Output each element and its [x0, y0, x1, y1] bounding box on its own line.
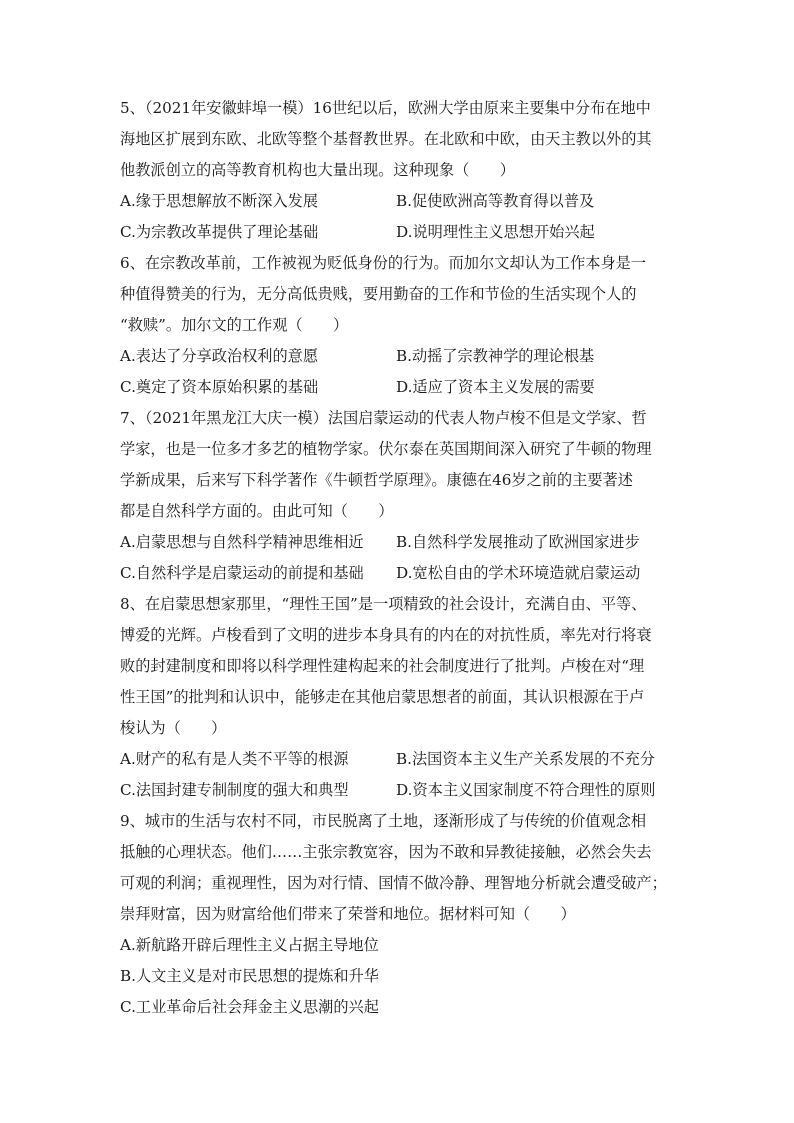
question-5-line-1: 5、（2021年安徽蚌埠一模）16世纪以后，欧洲大学由原来主要集中分布在地中	[120, 99, 651, 117]
question-8-option-c: C.法国封建专制制度的强大和典型	[120, 781, 349, 799]
question-8-option-d: D.资本主义国家制度不符合理性的原则	[396, 781, 656, 799]
question-7-option-c: C.自然科学是启蒙运动的前提和基础	[120, 564, 364, 582]
question-8-line-2: 博爱的光辉。卢梭看到了文明的进步本身具有的内在的对抗性质，率先对行将衰	[120, 626, 652, 644]
question-9-option-a: A.新航路开辟后理性主义占据主导地位	[120, 936, 379, 954]
question-6-option-c: C.奠定了资本原始积累的基础	[120, 378, 319, 396]
question-8-option-a: A.财产的私有是人类不平等的根源	[120, 750, 349, 768]
question-8-line-1: 8、在启蒙思想家那里，“理性王国”是一项精致的社会设计，充满自由、平等、	[120, 595, 647, 613]
question-8-option-b: B.法国资本主义生产关系发展的不充分	[396, 750, 655, 768]
question-6-option-a: A.表达了分享政治权利的意愿	[120, 347, 319, 365]
question-6-line-1: 6、在宗教改革前，工作被视为贬低身份的行为。而加尔文却认为工作本身是一	[120, 254, 647, 272]
question-9-line-2: 抵触的心理状态。他们……主张宗教宽容，因为不敢和异教徒接触，必然会失去	[120, 843, 652, 861]
question-7-line-2: 学家，也是一位多才多艺的植物学家。伏尔泰在英国期间深入研究了牛顿的物理	[120, 440, 652, 458]
question-7-option-a: A.启蒙思想与自然科学精神思维相近	[120, 533, 364, 551]
question-9-line-1: 9、城市的生活与农村不同，市民脱离了土地，逐渐形成了与传统的价值观念相	[120, 812, 647, 830]
question-5-line-3: 他教派创立的高等教育机构也大量出现。这种现象（ ）	[120, 161, 515, 179]
question-7-option-d: D.宽松自由的学术环境造就启蒙运动	[396, 564, 641, 582]
question-9-option-c: C.工业革命后社会拜金主义思潮的兴起	[120, 998, 379, 1016]
question-7-line-3: 学新成果，后来写下科学著作《牛顿哲学原理》。康德在46岁之前的主要著述	[120, 471, 633, 489]
question-9-option-b: B.人文主义是对市民思想的提炼和升华	[120, 967, 379, 985]
question-5-option-d: D.说明理性主义思想开始兴起	[396, 223, 595, 241]
question-6-option-d: D.适应了资本主义发展的需要	[396, 378, 595, 396]
question-6-line-3: “救赎”。加尔文的工作观（ ）	[120, 316, 349, 334]
question-8-line-5: 梭认为（ ）	[120, 719, 227, 737]
question-9-line-3: 可观的利润；重视理性，因为对行情、国情不做冷静、理智地分析就会遭受破产；	[120, 874, 667, 892]
question-6-option-b: B.动摇了宗教神学的理论根基	[396, 347, 595, 365]
question-8-line-4: 性王国”的批判和认识中，能够走在其他启蒙思想者的前面，其认识根源在于卢	[120, 688, 645, 706]
question-7-line-4: 都是自然科学方面的。由此可知（ ）	[120, 502, 394, 520]
question-5-option-c: C.为宗教改革提供了理论基础	[120, 223, 319, 241]
question-8-line-3: 败的封建制度和即将以科学理性建构起来的社会制度进行了批判。卢梭在对“理	[120, 657, 645, 675]
question-5-line-2: 海地区扩展到东欧、北欧等整个基督教世界。在北欧和中欧，由天主教以外的其	[120, 130, 652, 148]
question-5-option-b: B.促使欧洲高等教育得以普及	[396, 192, 595, 210]
question-7-option-b: B.自然科学发展推动了欧洲国家进步	[396, 533, 640, 551]
question-6-line-2: 种值得赞美的行为，无分高低贵贱，要用勤奋的工作和节俭的生活实现个人的	[120, 285, 637, 303]
question-7-line-1: 7、（2021年黑龙江大庆一模）法国启蒙运动的代表人物卢梭不但是文学家、哲	[120, 409, 647, 427]
question-5-option-a: A.缘于思想解放不断深入发展	[120, 192, 319, 210]
question-9-line-4: 崇拜财富，因为财富给他们带来了荣誉和地位。据材料可知（ ）	[120, 905, 576, 923]
